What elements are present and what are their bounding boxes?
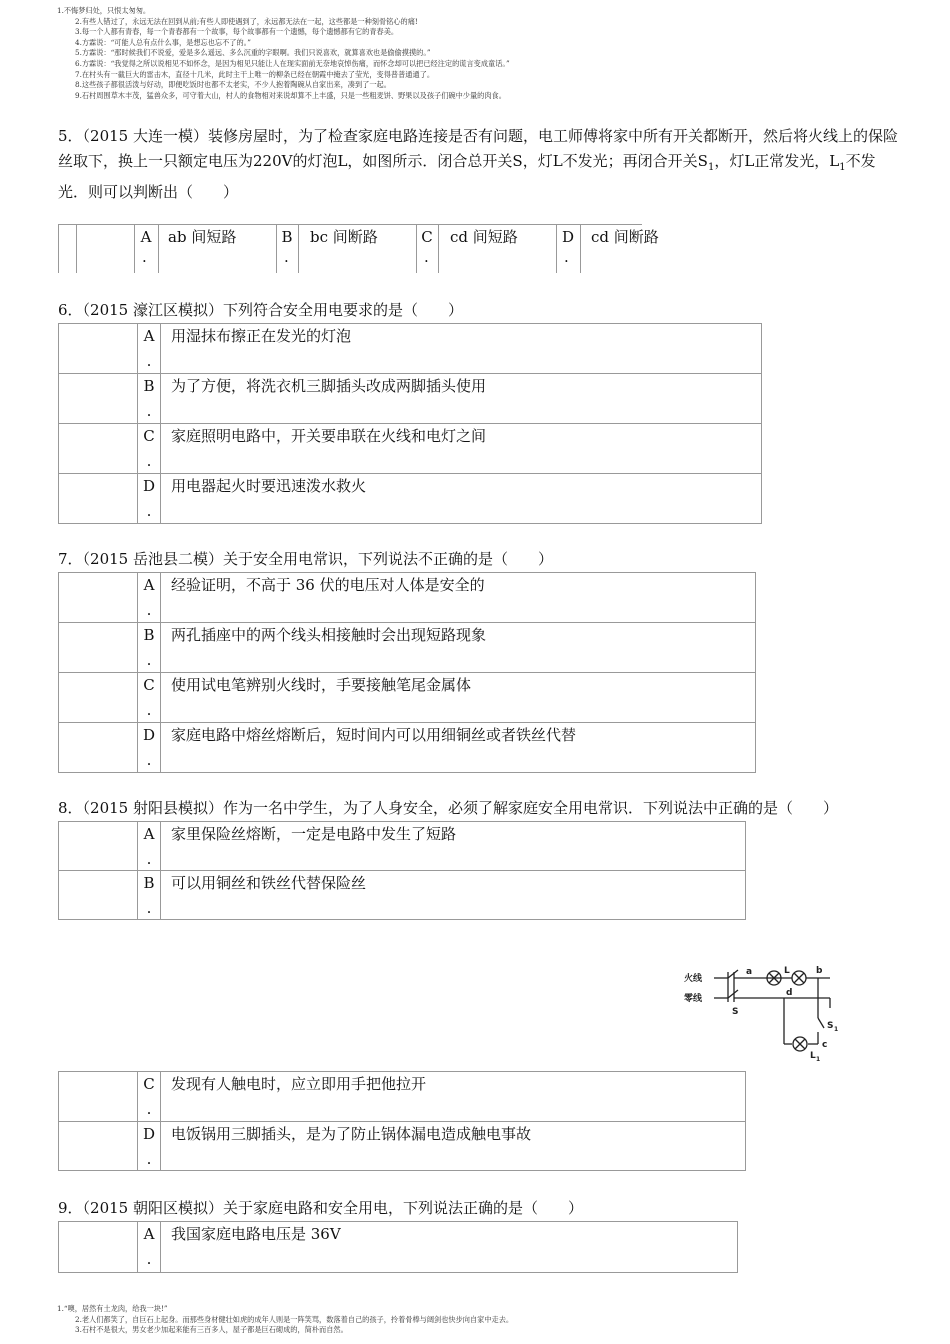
q5-option-dot: .	[424, 248, 429, 266]
option-row[interactable]: C . 使用试电笔辨别火线时，手要接触笔尾金属体	[59, 672, 755, 722]
q5-option-letter: C	[421, 228, 433, 246]
question-8-options-a	[58, 821, 746, 920]
option-letter: D	[142, 477, 156, 495]
option-letter: A	[143, 825, 155, 843]
header-note: 1.不悔梦归处，只恨太匆匆。	[57, 6, 151, 15]
q5-stem-sub2: 1	[839, 162, 846, 173]
q5-option-text: bc 间断路	[310, 228, 378, 246]
question-5-stem	[58, 124, 900, 205]
option-letter: B	[143, 377, 155, 395]
q5-option-letter: A	[140, 228, 152, 246]
option-row[interactable]: D . 家庭电路中熔丝熔断后，短时间内可以用细铜丝或者铁丝代替	[59, 722, 755, 772]
question-7-stem: 7．（2015 岳池县二模）关于安全用电常识，下列说法不正确的是（ ）	[58, 550, 553, 568]
option-text: 两孔插座中的两个线头相接触时会出现短路现象	[171, 626, 487, 644]
label-b: b	[816, 966, 823, 976]
option-letter: C	[143, 427, 155, 445]
option-row[interactable]: B . 为了方便，将洗衣机三脚插头改成两脚插头使用	[59, 373, 761, 423]
header-note: 8.这些孩子都很活泼与好动，即便吃饭时也都不太老实，不少人抱着陶碗从自家出来，凑到了一起。	[75, 80, 391, 90]
footer-note: 1.“噢，居然有土龙肉，给我一块!”	[57, 1304, 168, 1313]
q5-option-dot: .	[284, 248, 289, 266]
option-letter: A	[143, 1225, 155, 1243]
option-letter: D	[142, 726, 156, 744]
option-letter: B	[143, 874, 155, 892]
header-note: 2.有些人错过了，永远无法在回到从前;有些人即使遇到了，永远都无法在一起，这些都是一种刻骨铭心的痛!	[75, 16, 418, 26]
option-text: 家里保险丝熔断，一定是电路中发生了短路	[171, 825, 457, 843]
q5-stem-sub: 1	[707, 162, 715, 173]
header-notes	[57, 6, 510, 101]
header-note: 7.在村头有一截巨大的雷击木，直径十几米，此时主干上唯一的柳条已经在朝霞中掩去了莹光，变得普普通通了。	[75, 69, 435, 79]
neutral-label: 零线	[684, 994, 703, 1004]
option-letter: C	[143, 1075, 155, 1093]
option-text: 家庭电路中熔丝熔断后，短时间内可以用细铜丝或者铁丝代替	[171, 726, 577, 744]
option-row[interactable]: A . 家里保险丝熔断，一定是电路中发生了短路	[59, 822, 745, 870]
option-letter: A	[143, 327, 155, 345]
label-L1: L	[810, 1051, 816, 1061]
live-label: 火线	[684, 974, 703, 984]
header-note: 5.方霖说：“那时候我们不说爱，爱是多么遥远、多么沉重的字眼啊。我们只说喜欢，就算喜欢也是偷偷摸摸的。”	[75, 48, 431, 58]
header-note: 3.每一个人都有青春，每一个青春都有一个故事，每个故事都有一个遗憾，每个遗憾都有它的青春美。	[75, 27, 399, 37]
question-9-options	[58, 1221, 738, 1273]
header-note: 6.方霖说：“我觉得之所以说相见不如怀念，是因为相见只能让人在现实面前无奈地哀悼伤痛，而怀念却可以把已经注定的谎言变成童话。”	[75, 58, 510, 68]
option-row[interactable]: A . 用湿抹布擦正在发光的灯泡	[59, 324, 761, 373]
label-c: c	[822, 1040, 828, 1050]
option-row[interactable]: B . 可以用铜丝和铁丝代替保险丝	[59, 870, 745, 919]
option-row[interactable]: D . 用电器起火时要迅速泼水救火	[59, 473, 761, 523]
q5-option-text: cd 间短路	[450, 228, 518, 246]
option-row[interactable]: C . 家庭照明电路中，开关要串联在火线和电灯之间	[59, 423, 761, 473]
option-text: 使用试电笔辨别火线时，手要接触笔尾金属体	[171, 676, 472, 694]
option-text: 可以用铜丝和铁丝代替保险丝	[171, 874, 367, 892]
header-note: 4.方霖说：“可能人总有点什么事，是想忘也忘不了的。”	[75, 37, 251, 47]
option-text: 用湿抹布擦正在发光的灯泡	[171, 327, 352, 345]
label-S: S	[732, 1007, 739, 1017]
question-6-options	[58, 323, 762, 524]
option-text: 家庭照明电路中，开关要串联在火线和电灯之间	[171, 427, 487, 445]
option-row[interactable]: A . 我国家庭电路电压是 36V	[59, 1222, 737, 1272]
question-8-stem: 8．（2015 射阳县模拟）作为一名中学生，为了人身安全，必须了解家庭安全用电常识．下列说法中正确的是（ ）	[58, 799, 838, 817]
footer-note: 3.石村不是很大，男女老少加起来能有三百多人，屋子都是巨石砌成的，简朴而自然。	[75, 1325, 348, 1335]
option-row[interactable]: A . 经验证明，不高于 36 伏的电压对人体是安全的	[59, 573, 755, 622]
option-row[interactable]: C . 发现有人触电时，应立即用手把他拉开	[59, 1072, 745, 1121]
q5-option-text: ab 间短路	[168, 228, 237, 246]
q5-stem-text: 5．（2015 大连一模）装修房屋时，为了检查家庭电路连接是否有问题，电工师傅将家中所有开关都断开，然后将火线上的保险丝取下，换上一只额定电压为220V的灯泡L，如图所示．闭合总开关S，灯L不发光；再闭合开关S	[58, 127, 898, 170]
label-L1-sub: 1	[816, 1056, 821, 1062]
label-S1-sub: 1	[834, 1026, 839, 1033]
label-S1: S	[827, 1021, 834, 1031]
q5-stem-end: 不发光．则可以判断出（ ）	[58, 152, 876, 201]
q5-option-letter: B	[281, 228, 293, 246]
option-row[interactable]: B . 两孔插座中的两个线头相接触时会出现短路现象	[59, 622, 755, 672]
label-d: d	[786, 988, 793, 998]
question-6-stem: 6．（2015 濠江区模拟）下列符合安全用电要求的是（ ）	[58, 301, 463, 319]
q5-option-dot: .	[142, 248, 147, 266]
label-L: L	[784, 966, 790, 976]
label-a: a	[746, 967, 753, 977]
question-9-stem: 9．（2015 朝阳区模拟）关于家庭电路和安全用电，下列说法正确的是（ ）	[58, 1199, 583, 1217]
footer-notes	[57, 1304, 513, 1336]
q5-option-dot: .	[564, 248, 569, 266]
option-text: 发现有人触电时，应立即用手把他拉开	[171, 1075, 427, 1093]
option-row[interactable]: D . 电饭锅用三脚插头，是为了防止锅体漏电造成触电事故	[59, 1121, 745, 1170]
question-8-options-b	[58, 1071, 746, 1171]
option-letter: C	[143, 676, 155, 694]
footer-note: 2.老人们都笑了，自巨石上起身。而那些身材健壮如虎的成年人则是一阵笑骂，数落着自己的孩子，拎着骨棒与阔剑也快步向自家中走去。	[75, 1314, 514, 1324]
q5-stem-cont: ，灯L正常发光，L	[714, 152, 840, 170]
q5-option-letter: D	[561, 228, 575, 246]
question-5-options	[58, 224, 659, 273]
option-text: 经验证明，不高于 36 伏的电压对人体是安全的	[171, 576, 485, 594]
q5-option-text: cd 间断路	[591, 228, 659, 246]
option-text: 用电器起火时要迅速泼水救火	[171, 477, 367, 495]
header-note: 9.石村周围草木丰茂，猛兽众多，可守着大山，村人的食物相对来说却算不上丰盛，只是一些粗麦饼、野果以及孩子们碗中少量的肉食。	[75, 90, 506, 100]
option-letter: B	[143, 626, 155, 644]
option-letter: A	[143, 576, 155, 594]
option-letter: D	[142, 1125, 156, 1143]
option-text: 我国家庭电路电压是 36V	[171, 1225, 341, 1243]
question-7-options	[58, 572, 756, 773]
option-text: 电饭锅用三脚插头，是为了防止锅体漏电造成触电事故	[171, 1125, 532, 1143]
option-text: 为了方便，将洗衣机三脚插头改成两脚插头使用	[171, 377, 487, 395]
circuit-diagram	[680, 962, 850, 1062]
